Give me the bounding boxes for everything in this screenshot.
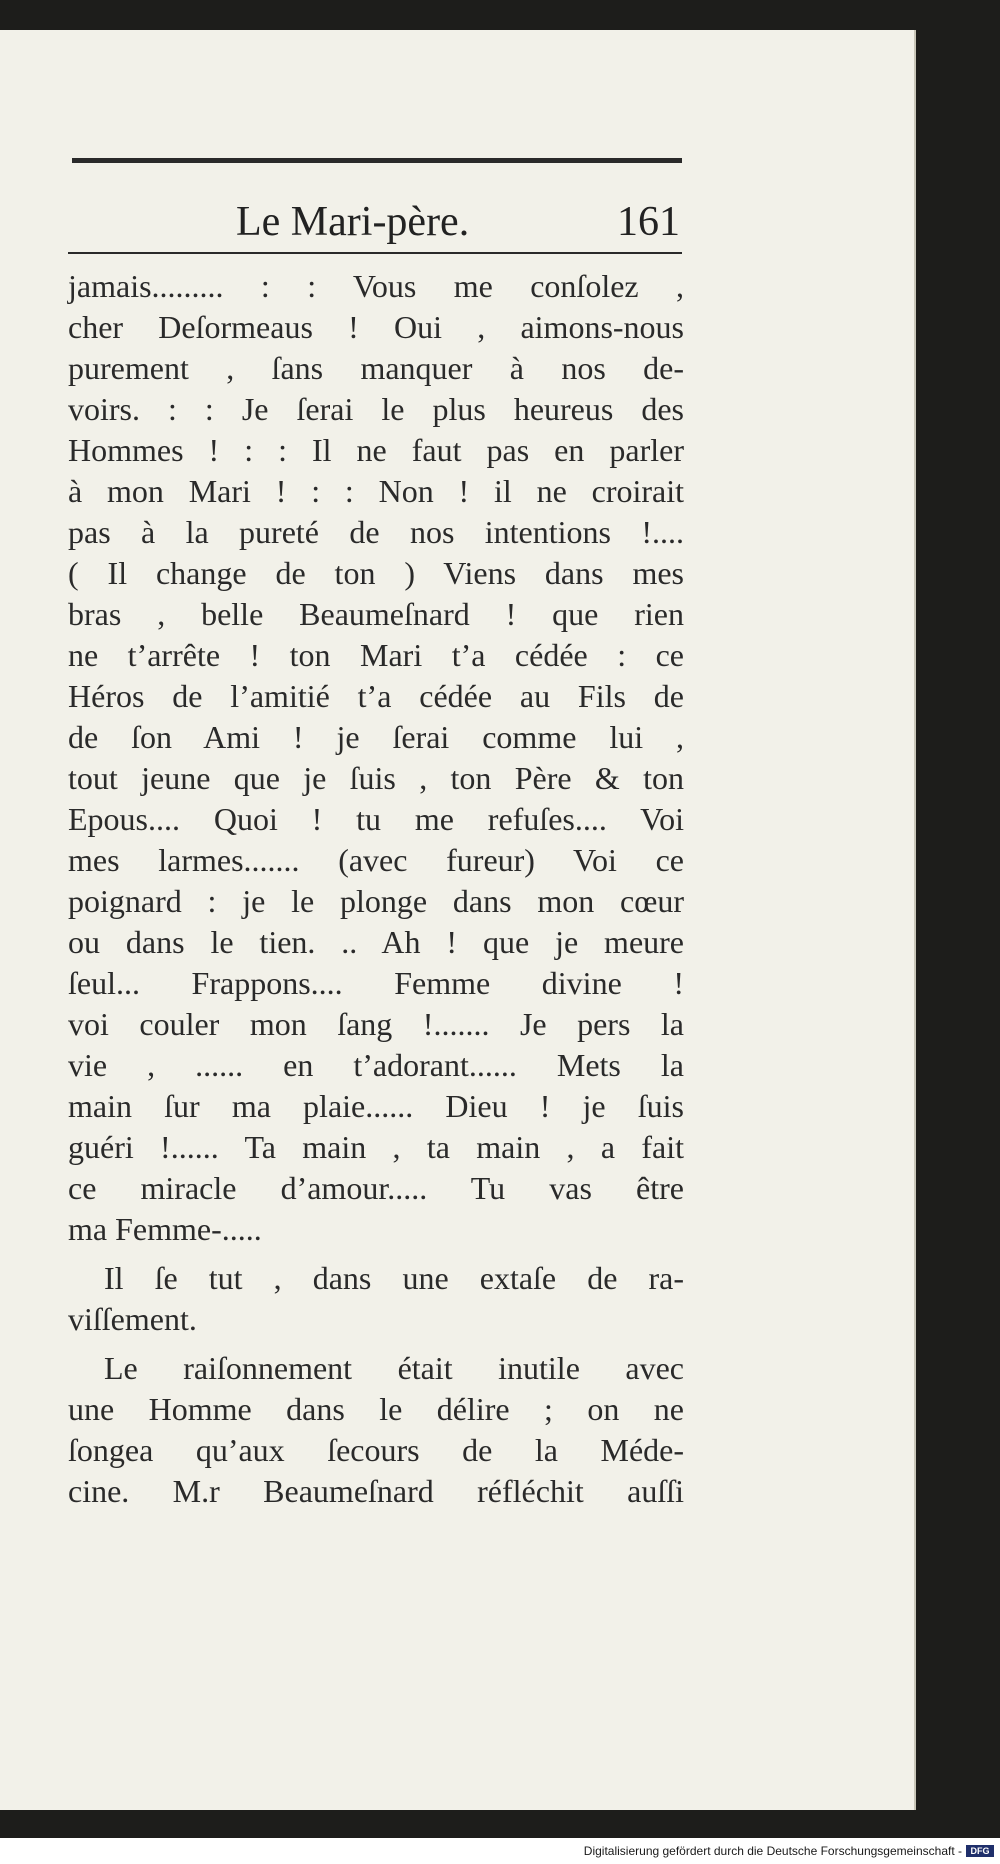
text-line: Hommes ! : : Il ne faut pas en parler [68, 432, 684, 468]
text-line: Epous.... Quoi ! tu me refuſes.... Voi [68, 801, 684, 837]
text-line: ſeul... Frappons.... Femme divine ! [68, 965, 684, 1001]
text-line: viſſement. [68, 1301, 197, 1337]
header-rule-bottom [68, 252, 682, 254]
digitization-footer [0, 1838, 1000, 1864]
text-line: à mon Mari ! : : Non ! il ne croirait [68, 473, 684, 509]
text-line: ce miracle d’amour..... Tu vas être [68, 1170, 684, 1206]
text-line: cher Deſormeaus ! Oui , aimons-nous [68, 309, 684, 345]
text-line: main ſur ma plaie...... Dieu ! je ſuis [68, 1088, 684, 1124]
page-header [68, 196, 680, 248]
text-line: jamais......... : : Vous me conſolez , [68, 268, 684, 304]
text-line: voirs. : : Je ſerai le plus heureus des [68, 391, 684, 427]
text-line: de ſon Ami ! je ſerai comme lui , [68, 719, 684, 755]
text-line: ſongea qu’aux ſecours de la Méde- [68, 1432, 684, 1468]
text-line: Héros de l’amitié t’a cédée au Fils de [68, 678, 684, 714]
text-line: une Homme dans le délire ; on ne [68, 1391, 684, 1427]
text-line: Il ſe tut , dans une extaſe de ra- [104, 1260, 684, 1296]
text-line: voi couler mon ſang !....... Je pers la [68, 1006, 684, 1042]
text-line: Le raiſonnement était inutile avec [104, 1350, 684, 1386]
text-line: guéri !...... Ta main , ta main , a fait [68, 1129, 684, 1165]
text-line: mes larmes....... (avec fureur) Voi ce [68, 842, 684, 878]
page-number: 161 [617, 199, 680, 245]
text-line: bras , belle Beaumeſnard ! que rien [68, 596, 684, 632]
text-line: purement , ſans manquer à nos de- [68, 350, 684, 386]
text-line: ( Il change de ton ) Viens dans mes [68, 555, 684, 591]
text-line: pas à la pureté de nos intentions !.... [68, 514, 684, 550]
text-line: ma Femme-..... [68, 1211, 262, 1247]
dfg-logo: DFG [966, 1845, 994, 1857]
body-text [68, 266, 684, 1512]
text-line: ou dans le tien. .. Ah ! que je meure [68, 924, 684, 960]
text-line: tout jeune que je ſuis , ton Père & ton [68, 760, 684, 796]
running-title: Le Mari-père. [236, 199, 470, 245]
text-line: ne t’arrête ! ton Mari t’a cédée : ce [68, 637, 684, 673]
funding-credit: Digitalisierung gefördert durch die Deutsche Forschungsgemeinschaft - [583, 1844, 962, 1858]
text-line: poignard : je le plonge dans mon cœur [68, 883, 684, 919]
text-line: vie , ...... en t’adorant...... Mets la [68, 1047, 684, 1083]
text-line: cine. M.r Beaumeſnard réfléchit auſſi [68, 1473, 684, 1509]
header-rule-top [72, 158, 682, 163]
